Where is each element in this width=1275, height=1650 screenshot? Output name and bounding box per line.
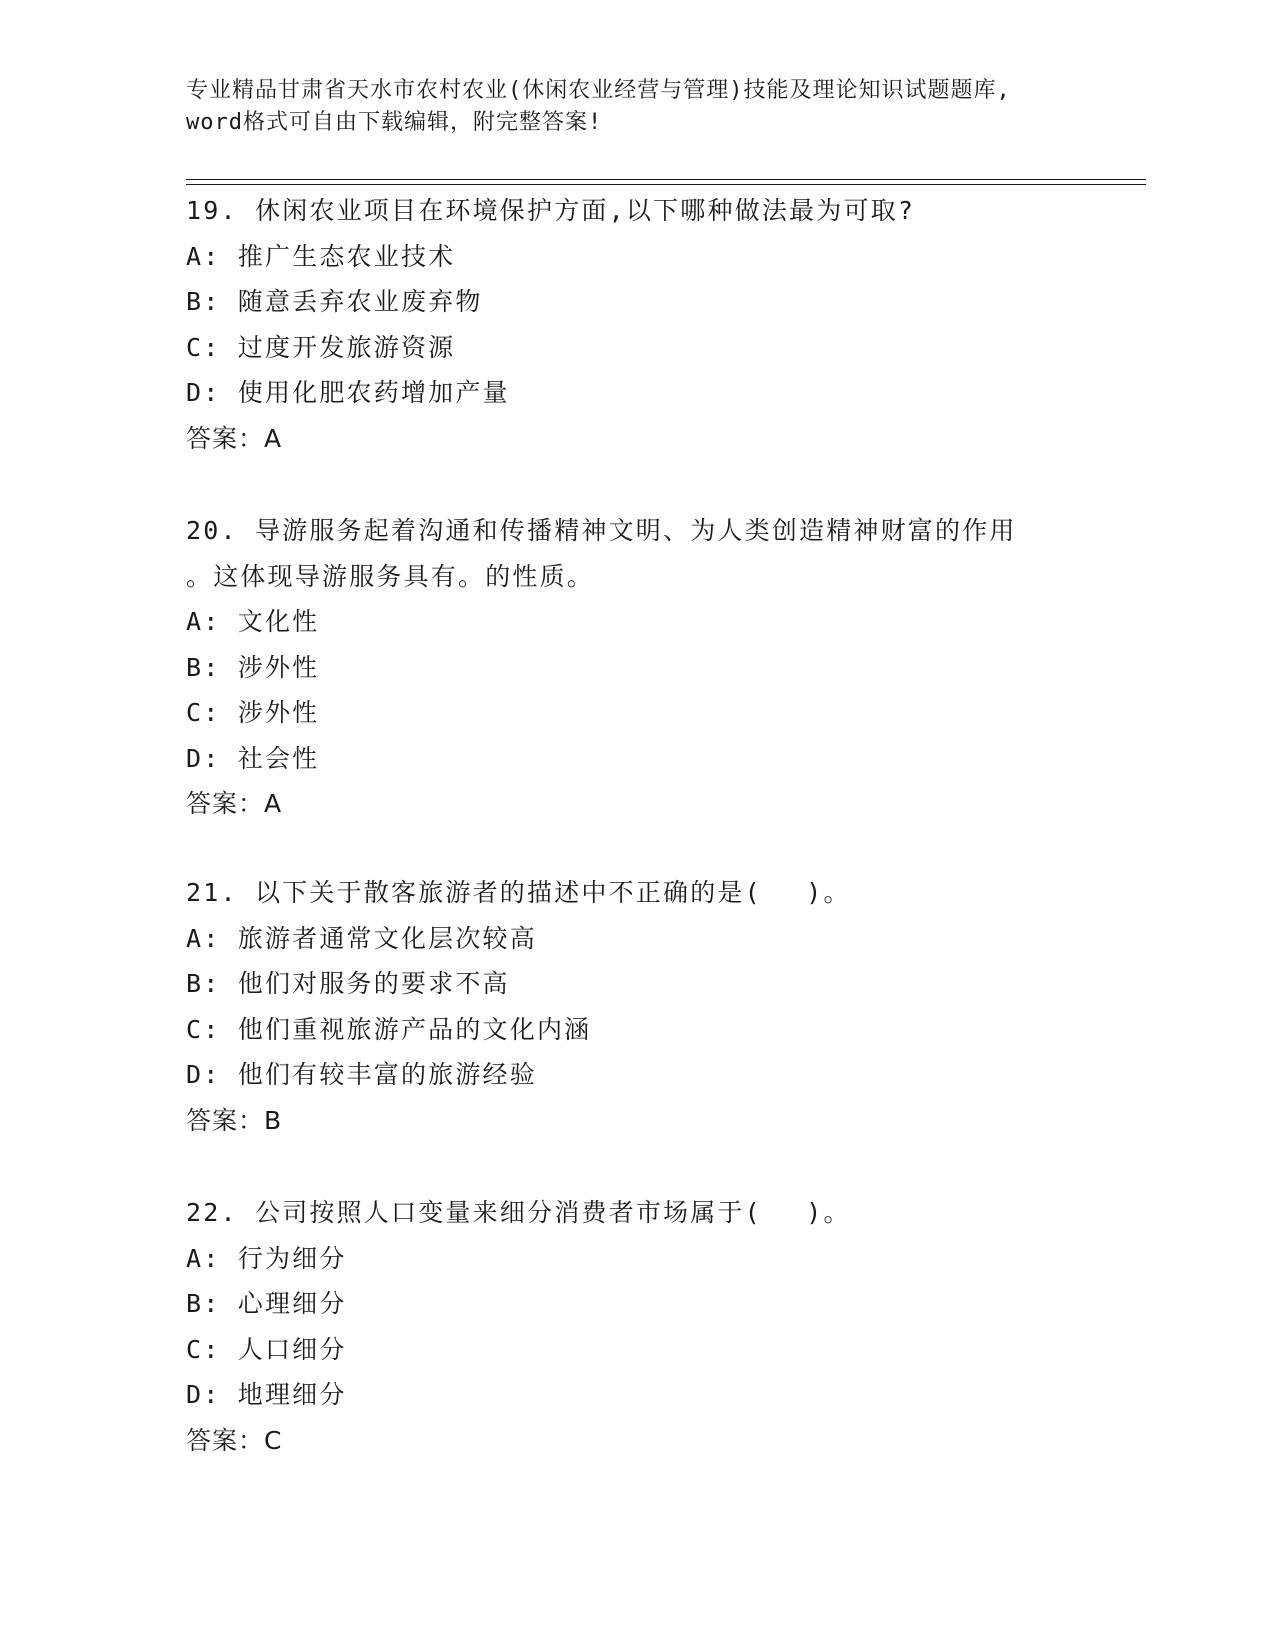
option-d: D: 他们有较丰富的旅游经验 — [186, 1060, 537, 1089]
option-b: B: 涉外性 — [186, 652, 320, 682]
answer-line: 答案：B — [186, 1105, 283, 1135]
question-22 — [186, 1190, 1146, 1463]
option-d: D: 社会性 — [186, 743, 320, 773]
option-c: C: 涉外性 — [186, 698, 320, 727]
option-c: C: 人口细分 — [186, 1334, 347, 1364]
option-b: B: 随意丢弃农业废弃物 — [186, 287, 483, 316]
answer-line: 答案：A — [186, 789, 283, 818]
answer-line: 答案：A — [186, 423, 283, 453]
header-divider-top — [186, 179, 1146, 180]
option-d: D: 使用化肥农药增加产量 — [186, 378, 510, 407]
option-c: C: 他们重视旅游产品的文化内涵 — [186, 1014, 592, 1044]
option-a: A: 文化性 — [186, 607, 320, 636]
question-19 — [186, 188, 1146, 461]
option-a: A: 推广生态农业技术 — [186, 241, 456, 271]
question-21 — [186, 870, 1146, 1143]
document-header — [186, 75, 1146, 139]
option-b: B: 他们对服务的要求不高 — [186, 969, 510, 998]
header-line-2: word格式可自由下载编辑，附完整答案! — [186, 110, 603, 135]
option-b: B: 心理细分 — [186, 1289, 347, 1318]
option-a: A: 旅游者通常文化层次较高 — [186, 923, 537, 953]
question-20 — [186, 508, 1146, 827]
question-stem: 22. 公司按照人口变量来细分消费者市场属于( )。 — [186, 1198, 851, 1227]
option-c: C: 过度开发旅游资源 — [186, 332, 456, 362]
question-stem: 19. 休闲农业项目在环境保护方面,以下哪种做法最为可取? — [186, 196, 916, 225]
question-stem-continued: 。这体现导游服务具有。的性质。 — [186, 561, 595, 591]
question-stem: 21. 以下关于散客旅游者的描述中不正确的是( )。 — [186, 878, 851, 907]
header-divider-bottom — [186, 184, 1146, 185]
question-stem: 20. 导游服务起着沟通和传播精神文明、为人类创造精神财富的作用 — [186, 516, 1017, 545]
option-d: D: 地理细分 — [186, 1380, 347, 1409]
option-a: A: 行为细分 — [186, 1243, 347, 1273]
header-line-1: 专业精品甘肃省天水市农村农业(休闲农业经营与管理)技能及理论知识试题题库, — [186, 78, 1011, 103]
answer-line: 答案：C — [186, 1425, 283, 1455]
